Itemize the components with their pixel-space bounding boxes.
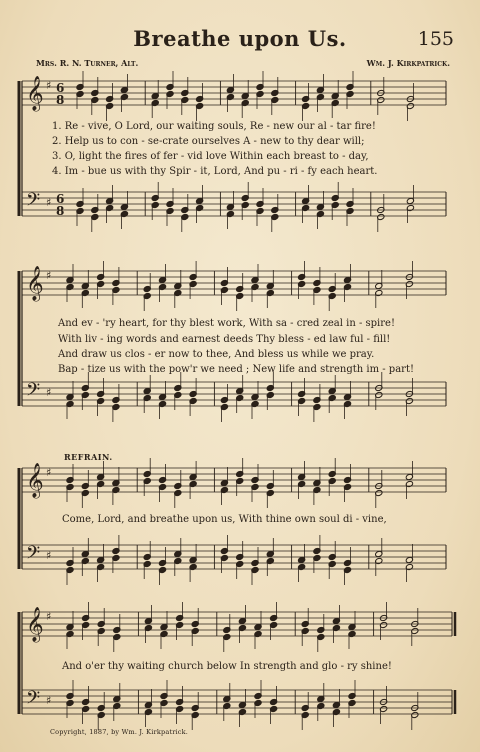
bass-clef-icon: 𝄢 [26,543,41,568]
words-credit: Mrs. R. N. Turner, Alt. [36,58,139,68]
verse-ending-2: With liv - ing words and earnest deeds Thy bless - ed law ful - fill! [58,334,391,345]
verse-ending-1: And ev - 'ry heart, for thy blest work, With sa - cred zeal in - spire! [58,318,395,329]
sharp-icon: ♯ [46,386,52,399]
verse-ending-3: And draw us clos - er now to thee, And bless us while we pray. [58,349,375,360]
refrain-label: REFRAIN. [64,452,113,462]
treble-clef-icon: 𝄞 [26,463,44,498]
verse-line-3: 3. O, light the fires of fer - vid love Within each breast to - day, [52,151,369,162]
refrain-line-1: Come, Lord, and breathe upon us, With thine own soul di - vine, [62,514,387,525]
bass-clef-icon: 𝄢 [26,688,41,713]
sharp-icon: ♯ [46,549,52,562]
sharp-icon: ♯ [46,694,52,707]
time-signature-top: 6 [56,81,65,95]
sharp-icon: ♯ [46,269,52,282]
treble-clef-icon: 𝄞 [26,266,44,301]
time-signature-bottom: 8 [56,204,65,218]
sharp-icon: ♯ [46,610,52,623]
verse-ending-4: Bap - tize us with the pow'r we need ; New life and strength im - part! [58,364,414,375]
sharp-icon: ♯ [46,79,52,92]
verse-line-1: 1. Re - vive, O Lord, our waiting souls, Re - new our al - tar fire! [52,121,376,132]
treble-clef-icon: 𝄞 [26,607,44,642]
hymn-title: Breathe upon Us. [133,26,347,51]
treble-clef-icon: 𝄞 [26,76,44,111]
refrain-line-2: And o'er thy waiting church below In strength and glo - ry shine! [62,661,392,672]
music-credit: Wm. J. Kirkpatrick. [366,58,450,68]
time-signature-bottom: 8 [56,93,65,107]
bass-clef-icon: 𝄢 [26,380,41,405]
verse-line-4: 4. Im - bue us with thy Spir - it, Lord, And pu - ri - fy each heart. [52,166,378,177]
copyright-notice: Copyright, 1887, by Wm. J. Kirkpatrick. [50,728,189,736]
sharp-icon: ♯ [46,196,52,209]
sharp-icon: ♯ [46,466,52,479]
bass-clef-icon: 𝄢 [26,190,41,215]
page-number: 155 [417,28,454,50]
verse-line-2: 2. Help us to con - se-crate ourselves A - new to thy dear will; [52,136,365,147]
time-signature-top: 6 [56,192,65,206]
